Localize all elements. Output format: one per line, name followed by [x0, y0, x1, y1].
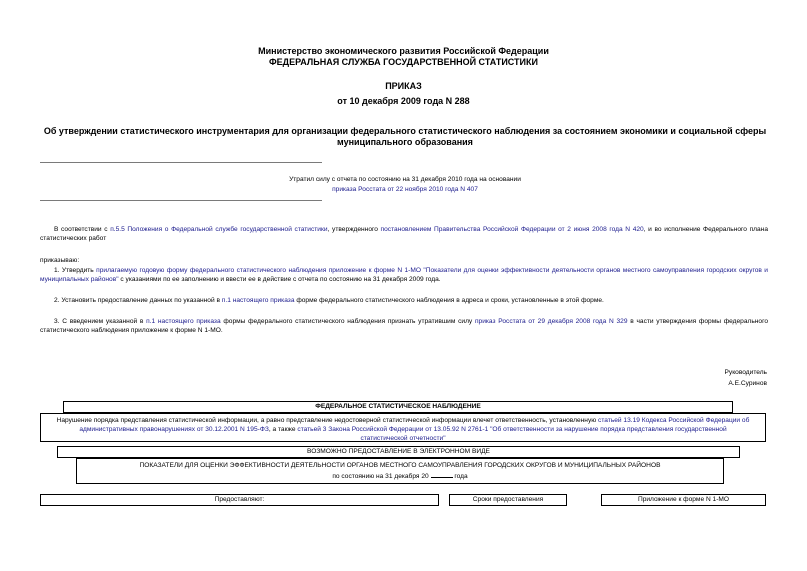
item-text: форме федерального статистического наблюдения в адреса и сроки, установленные в этой форме. [294, 297, 604, 304]
order-item-2 [40, 296, 768, 305]
administrative-code-link[interactable]: статьей 13.19 Кодекса Российской Федерации об административных правонарушениях от 30.12.2001 N 195-ФЗ [79, 417, 750, 433]
year-blank-field[interactable] [431, 470, 453, 478]
rosstat-order-link[interactable]: приказ Росстата от 29 декабря 2008 года N 329 [474, 318, 628, 325]
point-1-link[interactable]: п.1 настоящего приказа [146, 318, 221, 325]
order-word: приказываю: [40, 257, 80, 264]
divider-bottom [40, 200, 322, 201]
ministry-name: Министерство экономического развития Российской Федерации [258, 46, 549, 56]
form-warning-box [40, 413, 766, 442]
item-text: 1. Утвердить [54, 267, 97, 274]
document-title: Об утверждении статистического инструментария для организации федерального статистического наблюдения за состоянием экономики и социальной сферы муниципального образования [43, 126, 767, 147]
item-text: формы федерального статистического наблюдения признать утратившим силу [220, 318, 475, 325]
document-date: от 10 декабря 2009 года N 288 [337, 96, 470, 106]
state-as-of-text: по состоянию на 31 декабря 20 [332, 473, 429, 480]
warning-text: Нарушение порядка представления статистической информации, а равно представление недостоверной статистической информации влечет ответственность, установленную [56, 417, 599, 424]
signature-role: Руководитель [724, 369, 767, 376]
preamble-text: , утвержденного [327, 226, 381, 233]
year-word: года [454, 473, 468, 480]
state-as-of-line [77, 470, 723, 482]
federal-law-link[interactable]: статьей 3 Закона Российской Федерации от 13.05.92 N 2761-1 "Об ответственности за нарушение порядка представления государственной статистической отчетности" [297, 426, 727, 442]
signature-name: А.Е.Суринов [728, 380, 767, 387]
divider-top [40, 162, 322, 163]
order-item-1 [40, 266, 768, 284]
item-text: с указаниями по ее заполнению и ввести ее в действие с отчета по состоянию на 31 декабря 2009 года. [118, 276, 441, 283]
preamble-text: , и во исполнение Федерального плана статистических работ [40, 226, 768, 242]
preamble-paragraph [40, 225, 768, 243]
indicators-box [76, 458, 724, 484]
appendix-column [601, 494, 766, 506]
electronic-submission-note: ВОЗМОЖНО ПРЕДОСТАВЛЕНИЕ В ЭЛЕКТРОННОМ ВИДЕ [307, 448, 490, 455]
item-text: 3. С введением указанной в [54, 318, 147, 325]
government-decree-link[interactable]: постановлением Правительства Российской Федерации от 2 июня 2008 года N 420 [380, 226, 644, 233]
item-text: в части утверждения формы федерального статистического наблюдения приложение к форме N 1-МО. [40, 318, 769, 334]
form-header-box [63, 401, 733, 413]
form-header: ФЕДЕРАЛЬНОЕ СТАТИСТИЧЕСКОЕ НАБЛЮДЕНИЕ [315, 403, 481, 410]
form-appendix-link[interactable]: прилагаемую годовую форму федерального статистического наблюдения приложение к форме N 1-МО "Показатели для оценки эффективности деятельности органов местного самоуправления городских округов и муниципальных районов" [40, 267, 768, 283]
indicators-title: ПОКАЗАТЕЛИ ДЛЯ ОЦЕНКИ ЭФФЕКТИВНОСТИ ДЕЯТЕЛЬНОСТИ ОРГАНОВ МЕСТНОГО САМОУПРАВЛЕНИЯ ГОРОДСКИХ ОКРУГОВ И МУНИЦИПАЛЬНЫХ РАЙОНОВ [139, 462, 661, 469]
document-type: ПРИКАЗ [385, 81, 422, 91]
warning-text: , а также [268, 426, 298, 433]
preamble-text: В соответствии с [54, 226, 111, 233]
deadline-label: Сроки предоставления [472, 496, 544, 503]
form-warning [55, 416, 751, 443]
submitters-column [40, 494, 439, 506]
deadline-column [449, 494, 567, 506]
status-note: Утратил силу с отчета по состоянию на 31 декабря 2010 года на основании [289, 176, 521, 183]
status-note-link[interactable]: приказа Росстата от 22 ноября 2010 года N 407 [332, 186, 478, 193]
order-item-3 [40, 317, 768, 335]
point-1-link[interactable]: п.1 настоящего приказа [221, 297, 295, 304]
service-name: ФЕДЕРАЛЬНАЯ СЛУЖБА ГОСУДАРСТВЕННОЙ СТАТИСТИКИ [269, 57, 538, 67]
statute-link[interactable]: п.5.5 Положения о Федеральной службе государственной статистики [110, 226, 328, 233]
item-text: 2. Установить предоставление данных по указанной в [54, 297, 222, 304]
submitters-label: Предоставляют: [214, 496, 265, 503]
electronic-box [57, 446, 740, 458]
appendix-label: Приложение к форме N 1-МО [637, 496, 730, 503]
